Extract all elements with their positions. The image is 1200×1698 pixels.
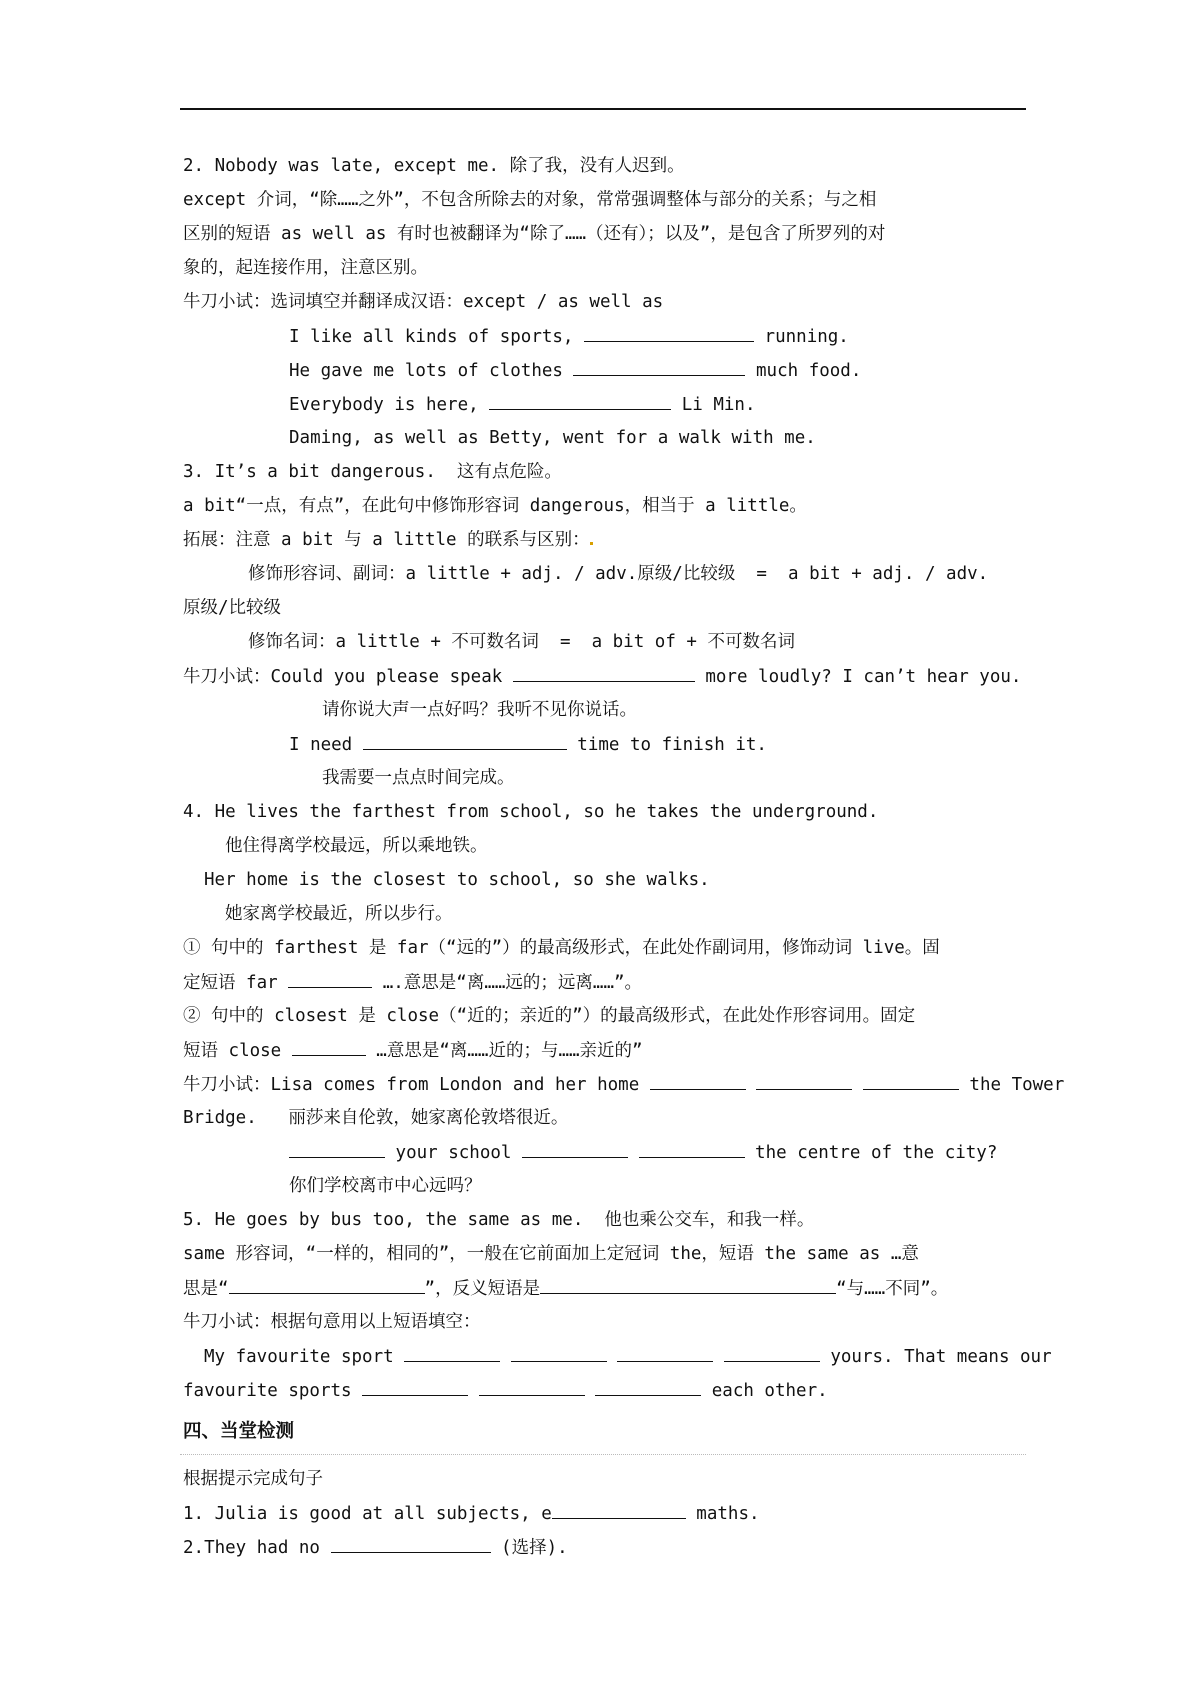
answer-blank[interactable] [489, 391, 671, 410]
answer-blank[interactable] [756, 1071, 852, 1090]
text-line: 拓展：注意 a bit 与 a little 的联系与区别： [183, 527, 1030, 553]
section-heading: 四、当堂检测 [183, 1421, 295, 1442]
dotted-divider [180, 1454, 1026, 1455]
answer-blank[interactable] [552, 1500, 686, 1519]
answer-blank[interactable] [288, 969, 372, 988]
translation-line: 请你说大声一点好吗？我听不见你说话。 [322, 700, 637, 720]
answer-blank[interactable] [573, 357, 745, 376]
answer-blank[interactable] [513, 663, 695, 682]
exercise-sentence: I need time to finish it. [289, 731, 1030, 758]
text-line: 区别的短语 as well as 有时也被翻译为“除了……（还有）；以及”，是包含了所罗列的对 [183, 224, 886, 244]
section-4-title: 4. He lives the farthest from school, so he takes the underground. [183, 802, 879, 822]
answer-blank[interactable] [229, 1275, 425, 1294]
answer-blank[interactable] [584, 323, 754, 342]
highlight-dot [590, 542, 593, 545]
answer-blank[interactable] [617, 1343, 713, 1362]
text-line: ② 句中的 closest 是 close（“近的；亲近的”）的最高级形式，在此处作形容词用。固定 [183, 1006, 916, 1026]
answer-blank[interactable] [331, 1534, 491, 1553]
exercise-sentence: Everybody is here, Li Min. [289, 391, 1030, 418]
answer-blank[interactable] [404, 1343, 500, 1362]
text-line: except 介词，“除……之外”，不包含所除去的对象，常常强调整体与部分的关系；与之相 [183, 190, 877, 210]
answer-blank[interactable] [724, 1343, 820, 1362]
section-5-title: 5. He goes by bus too, the same as me. 他也乘公交车，和我一样。 [183, 1210, 815, 1230]
answer-blank[interactable] [595, 1377, 701, 1396]
exercise-sentence: He gave me lots of clothes much food. [289, 357, 1030, 384]
exercise-sentence: 1. Julia is good at all subjects, e maths. [183, 1500, 1030, 1527]
translation-line: 他住得离学校最远，所以乘地铁。 [225, 836, 488, 856]
text-line: Bridge. 丽莎来自伦敦，她家离伦敦塔很近。 [183, 1108, 569, 1128]
answer-blank[interactable] [639, 1139, 745, 1158]
answer-blank[interactable] [522, 1139, 628, 1158]
text-line: 定短语 far ….意思是“离……远的；远离……”。 [183, 969, 1030, 996]
answer-blank[interactable] [650, 1071, 746, 1090]
text-line: 根据提示完成句子 [183, 1469, 323, 1489]
section-3-title: 3. It’s a bit dangerous. 这有点危险。 [183, 462, 562, 482]
answer-blank[interactable] [540, 1275, 836, 1294]
text-line: 象的，起连接作用，注意区别。 [183, 258, 428, 278]
exercise-sentence: I like all kinds of sports, running. [289, 323, 1030, 350]
text-line: 原级/比较级 [183, 598, 282, 618]
text-line: 修饰形容词、副词：a little + adj. / adv.原级/比较级 = a bit + adj. / adv. [248, 564, 989, 584]
text-line: 短语 close …意思是“离……近的；与……亲近的” [183, 1037, 1030, 1064]
answer-blank[interactable] [511, 1343, 607, 1362]
answer-blank[interactable] [479, 1377, 585, 1396]
exercise-heading: 牛刀小试：根据句意用以上短语填空： [183, 1312, 481, 1332]
exercise-sentence: 2.They had no (选择). [183, 1534, 1030, 1561]
answer-blank[interactable] [863, 1071, 959, 1090]
answer-blank[interactable] [362, 1377, 468, 1396]
exercise-sentence: My favourite sport yours. That means our [204, 1343, 1030, 1370]
exercise-sentence: your school the centre of the city? [289, 1139, 1030, 1166]
exercise-sentence: favourite sports each other. [183, 1377, 1030, 1404]
exercise-heading: 牛刀小试：选词填空并翻译成汉语：except / as well as [183, 292, 664, 312]
answer-blank[interactable] [363, 731, 567, 750]
text-line: same 形容词，“一样的，相同的”，一般在它前面加上定冠词 the，短语 the same as …意 [183, 1244, 919, 1264]
text-line: 思是“ ”，反义短语是 “与……不同”。 [183, 1275, 1030, 1302]
header-rule [180, 108, 1026, 110]
text-line: a bit“一点，有点”，在此句中修饰形容词 dangerous，相当于 a little。 [183, 496, 807, 516]
text-line: ① 句中的 farthest 是 far（“远的”）的最高级形式，在此处作副词用，修饰动词 live。固 [183, 938, 940, 958]
translation-line: 她家离学校最近，所以步行。 [225, 904, 453, 924]
exercise-sentence: 牛刀小试：Lisa comes from London and her home the Tower [183, 1071, 1030, 1098]
answer-blank[interactable] [289, 1139, 385, 1158]
answer-blank[interactable] [292, 1037, 366, 1056]
exercise-sentence: Daming, as well as Betty, went for a walk with me. [289, 428, 816, 448]
exercise-sentence: 牛刀小试：Could you please speak more loudly? I can’t hear you. [183, 663, 1030, 690]
section-2-title: 2. Nobody was late, except me. 除了我，没有人迟到。 [183, 156, 685, 176]
translation-line: 我需要一点点时间完成。 [322, 768, 515, 788]
text-line: 修饰名词：a little + 不可数名词 = a bit of + 不可数名词 [248, 632, 795, 652]
translation-line: 你们学校离市中心远吗？ [289, 1176, 482, 1196]
text-line: Her home is the closest to school, so she walks. [204, 870, 710, 890]
